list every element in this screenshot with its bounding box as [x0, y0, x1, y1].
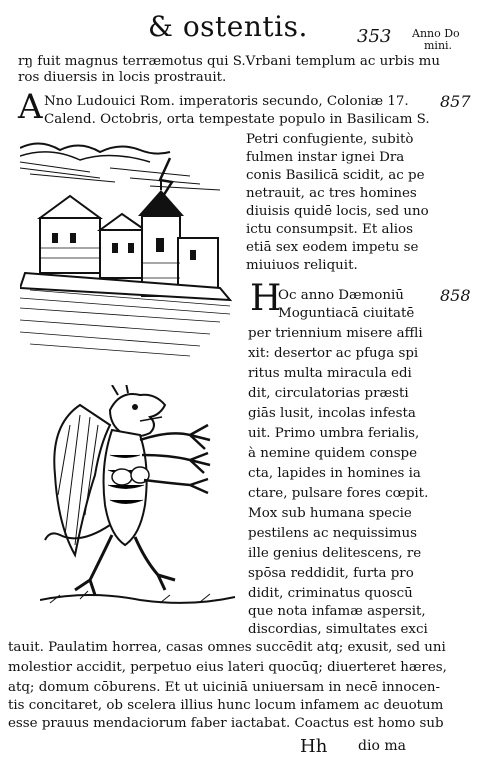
text-line: didit, criminatus quoscū	[248, 586, 413, 601]
dropcap: H	[250, 278, 282, 319]
woodcut-demon	[40, 385, 240, 620]
text-line: ille genius delitescens, re	[248, 546, 422, 561]
year-margin-note: 857	[440, 92, 471, 111]
margin-note-anno-domini	[412, 28, 460, 52]
text-line: rŋ fuit magnus terræmotus qui S.Vrbani templum ac urbis mu	[18, 54, 440, 69]
text-line: fulmen instar ignei Dra	[246, 150, 405, 165]
running-head: & ostentis.	[148, 10, 308, 43]
text-line: tauit. Paulatim horrea, casas omnes succēdit atq; exusit, sed uni	[8, 640, 446, 655]
text-line: miuiuos reliquit.	[246, 258, 358, 273]
woodcut-lightning-basilica	[20, 138, 238, 368]
page-number: 353	[357, 26, 392, 47]
signature-mark: Hh	[300, 736, 328, 757]
text-line: dit, circulatorias præsti	[248, 386, 409, 401]
text-line: etiā sex eodem impetu se	[246, 240, 419, 255]
text-line: que nota infamæ aspersit,	[248, 604, 426, 619]
text-line: Oc anno Dæmoniū	[278, 288, 404, 303]
margin-note-line: Anno Do	[412, 27, 460, 40]
text-line: tis concitaret, ob scelera illius hunc locum infamem ac deuotum	[8, 698, 444, 713]
text-line: xit: desertor ac pfuga spi	[248, 346, 419, 361]
text-line: cta, lapides in homines ia	[248, 466, 421, 481]
text-line: uit. Primo umbra ferialis,	[248, 426, 420, 441]
text-line: Nno Ludouici Rom. imperatoris secundo, Coloniæ 17.	[44, 94, 409, 109]
text-line: netrauit, ac tres homines	[246, 186, 417, 201]
text-line: ictu consumpsit. Et alios	[246, 222, 413, 237]
text-line: Petri confugiente, subitò	[246, 132, 414, 147]
text-line: atq; domum cōburens. Et ut uiciniā uniuersam in necē innocen-	[8, 680, 441, 695]
text-line: giās lusit, incolas infesta	[248, 406, 416, 421]
text-line: à nemine quidem conspe	[248, 446, 418, 461]
text-line: spōsa reddidit, furta pro	[248, 566, 414, 581]
catchword: dio ma	[358, 738, 406, 754]
text-line: diuisis quidē locis, sed uno	[246, 204, 429, 219]
text-line: pestilens ac nequissimus	[248, 526, 417, 541]
text-line: molestior accidit, perpetuo eius lateri quocūq; diuerteret hæres,	[8, 660, 447, 675]
text-line: ros diuersis in locis prostrauit.	[18, 70, 227, 85]
text-line: ctare, pulsare fores cœpit.	[248, 486, 429, 501]
dropcap: A	[18, 87, 43, 127]
text-line: discordias, simultates exci	[248, 622, 428, 637]
text-line: Calend. Octobris, orta tempestate populo in Basilicam S.	[44, 112, 430, 127]
text-line: Mox sub humana specie	[248, 506, 412, 521]
year-margin-note: 858	[440, 286, 471, 305]
text-line: Moguntiacā ciuitatē	[278, 306, 415, 321]
text-line: per triennium misere affli	[248, 326, 423, 341]
text-line: esse prauus mendaciorum faber iactabat. Coactus est homo sub	[8, 716, 444, 731]
margin-note-line: mini.	[424, 39, 453, 52]
text-line: ritus multa miracula edi	[248, 366, 412, 381]
text-line: conis Basilicā scidit, ac pe	[246, 168, 425, 183]
